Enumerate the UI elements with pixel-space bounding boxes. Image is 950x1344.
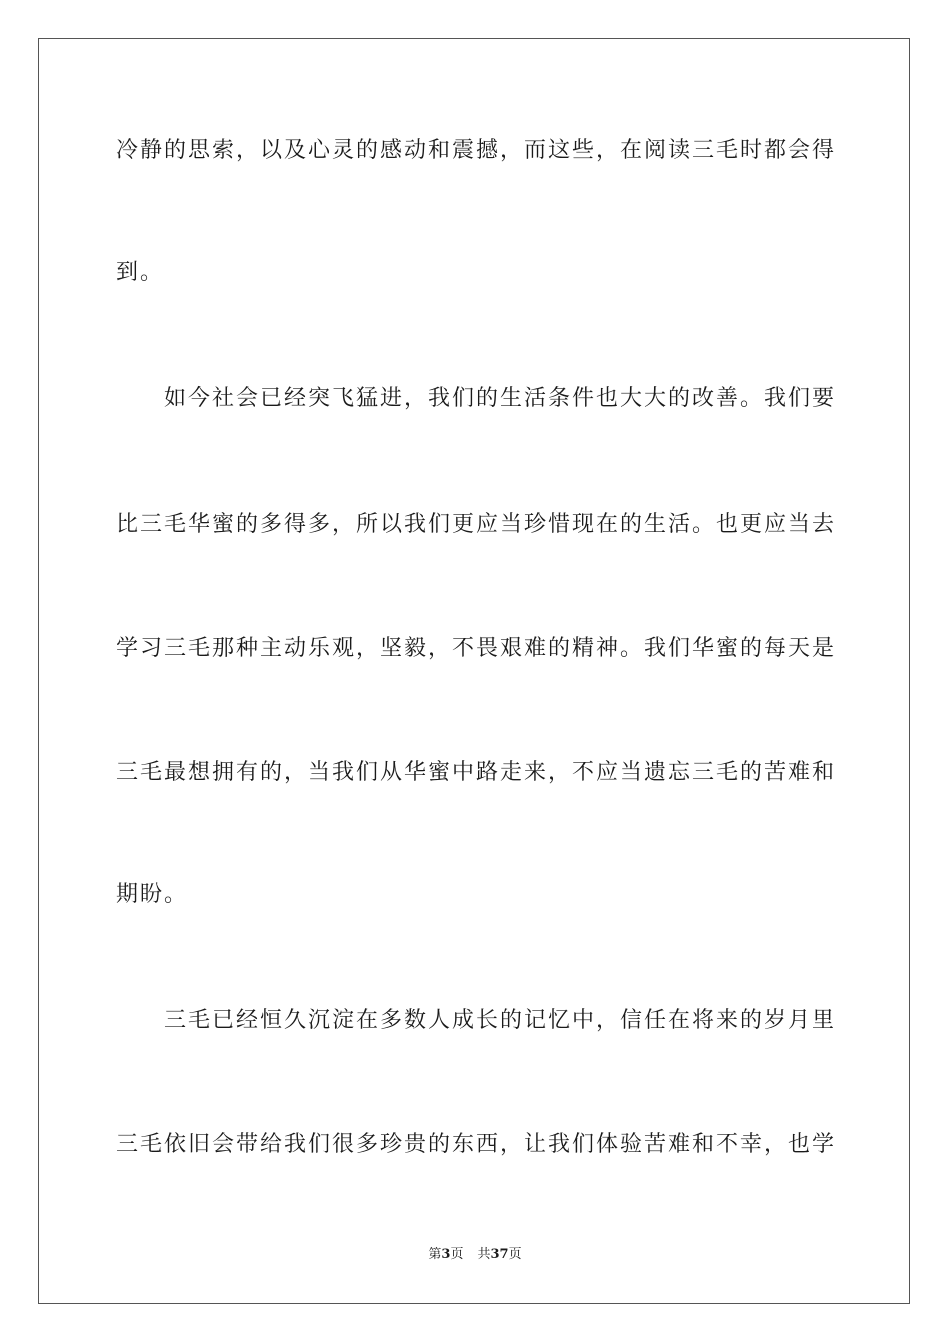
page-label-prefix: 第 <box>428 1247 442 1262</box>
page-border <box>38 38 910 1304</box>
total-label-prefix: 共 <box>477 1247 491 1262</box>
page-number: 3 <box>441 1247 451 1262</box>
paragraph-first-line: 如今社会已经突飞猛进，我们的生活条件也大大的改善。我们要 <box>164 386 837 411</box>
text-line: 冷静的思索，以及心灵的感动和震撼，而这些，在阅读三毛时都会得 <box>116 138 837 163</box>
paragraph-first-line: 三毛已经恒久沉淀在多数人成长的记忆中，信任在将来的岁月里 <box>164 1008 837 1033</box>
text-line: 三毛最想拥有的，当我们从华蜜中路走来，不应当遗忘三毛的苦难和 <box>116 760 837 785</box>
text-line: 学习三毛那种主动乐观，坚毅，不畏艰难的精神。我们华蜜的每天是 <box>116 636 837 661</box>
page-footer <box>0 1246 950 1264</box>
total-label-suffix: 页 <box>508 1247 522 1262</box>
text-line: 到。 <box>116 260 165 285</box>
text-line: 期盼。 <box>116 882 189 907</box>
page-label-suffix: 页 <box>450 1247 464 1262</box>
text-line: 三毛依旧会带给我们很多珍贵的东西，让我们体验苦难和不幸，也学 <box>116 1132 837 1157</box>
text-line: 比三毛华蜜的多得多，所以我们更应当珍惜现在的生活。也更应当去 <box>116 512 837 537</box>
total-pages: 37 <box>490 1247 509 1262</box>
